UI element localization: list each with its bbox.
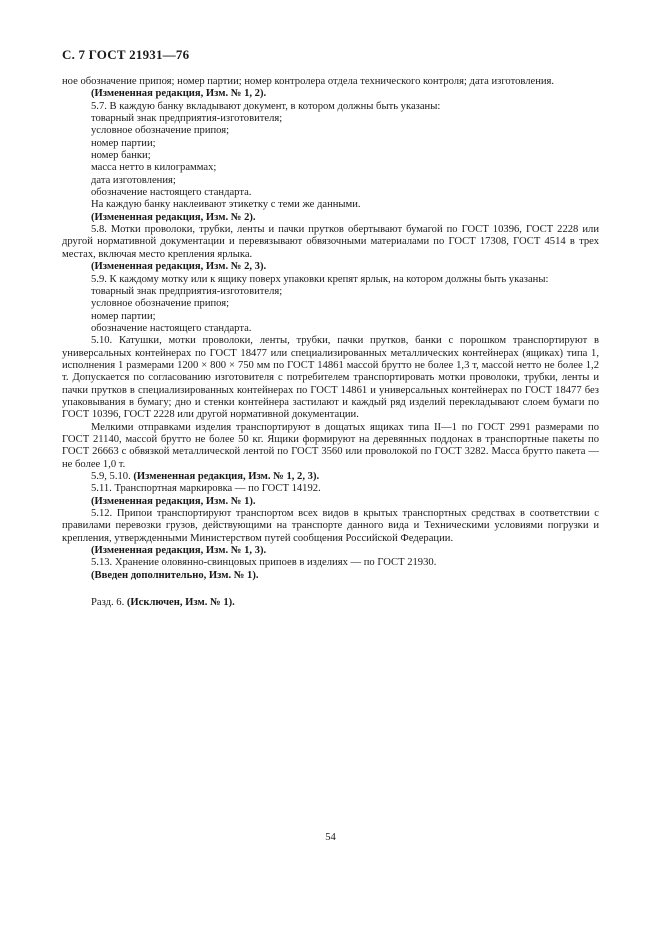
section-6-note [62,597,599,609]
document-body [62,76,599,609]
section-spacer [62,582,599,597]
clause-5-9: 5.9. К каждому мотку или к ящику поверх упаковки крепят ярлык, на котором должны быть указаны: [91,273,549,285]
amendment-note: (Измененная редакция, Изм. № 1). [91,495,256,507]
amendment-note: (Измененная редакция, Изм. № 2, 3). [91,261,267,273]
amendment-note: (Измененная редакция, Изм. № 1, 2, 3). [133,471,320,482]
amendment-note: (Введен дополнительно, Изм. № 1). [91,569,259,581]
list-item: дата изготовления; [91,174,176,186]
clause-5-11: 5.11. Транспортная маркировка — по ГОСТ 14192. [91,483,321,495]
paragraph-continuation: ное обозначение припоя; номер партии; номер контролера отдела технического контроля; дата изготовления. [62,76,555,87]
page-number: 54 [325,832,336,843]
clause-5-10: 5.10. Катушки, мотки проволоки, ленты, трубки, пачки прутков, банки с порошком транспортируют в универсальных контейнерах по ГОСТ 18477 или специализированных металлических контейнерах (ящиках) типа 1, исполнения 1 размерами 1200 × 800 × 750 мм по ГОСТ 14861 массой брутто не более 1,3 т, массой нетто не более 1,2 т. Допускается по согласованию изготовителя с потребителем транспортировать мотки проволоки, трубки, ленты и пачки прутков в специализированных контейнерах по ГОСТ 14861 и универсальных контейнерах по ГОСТ 18477 без упаковывания в бумагу; дно и стенки контейнера застилают и каждый ряд изделий перекладывают слоем бумаги по ГОСТ 10396, ГОСТ 2228 или другой нормативной документации. [62,335,599,421]
list-item: номер партии; [91,137,156,149]
clause-5-7: 5.7. В каждую банку вкладывают документ, в котором должны быть указаны: [91,100,441,112]
clause-5-13: 5.13. Хранение оловянно-свинцовых припоев в изделиях — по ГОСТ 21930. [91,557,437,569]
amendment-note: (Исключен, Изм. № 1). [126,597,235,609]
list-item: номер банки; [91,150,151,162]
clause-ref: 5.9, 5.10. [91,471,134,482]
clause-5-12: 5.12. Припои транспортируют транспортом всех видов в крытых транспортных средствах в соответствии с правилами перевозки грузов, действующими на транспорте данного вида и Техническими условиями погрузки и крепления, утвержденными Министерством путей сообщения Российской Федерации. [62,508,599,544]
amendment-note: (Измененная редакция, Изм. № 1, 2). [91,88,267,100]
list-item: номер партии; [91,310,156,322]
page-header: С. 7 ГОСТ 21931—76 [62,47,190,62]
amendment-note: (Измененная редакция, Изм. № 1, 3). [91,545,267,557]
clause-5-8: 5.8. Мотки проволоки, трубки, ленты и пачки прутков обертывают бумагой по ГОСТ 10396, ГОСТ 2228 или другой нормативной документации и перевязывают обвязочными материалами по ГОСТ 17308, ГОСТ 4514 в трех местах, включая место крепления ярлыка. [62,224,599,260]
list-item: условное обозначение припоя; [91,298,230,310]
paragraph: Мелкими отправками изделия транспортируют в дощатых ящиках типа II—1 по ГОСТ 2991 размерами по ГОСТ 21140, массой брутто не более 50 кг. Ящики формируют на деревянных поддонах в транспортные пакеты по ГОСТ 26663 с обвязкой металлической лентой по ГОСТ 3560 или проволокой по ГОСТ 3282. Масса брутто пакета — не более 1,0 т. [62,421,599,470]
amendment-note: (Измененная редакция, Изм. № 2). [91,211,256,223]
list-item: обозначение настоящего стандарта. [91,322,252,334]
section-ref: Разд. 6. [91,597,127,609]
paragraph: На каждую банку наклеивают этикетку с теми же данными. [91,199,361,211]
list-item: товарный знак предприятия-изготовителя; [91,113,283,125]
amendment-line [62,471,599,483]
list-item: масса нетто в килограммах; [91,162,217,174]
list-item: товарный знак предприятия-изготовителя; [91,285,283,297]
list-item: условное обозначение припоя; [91,125,230,137]
list-item: обозначение настоящего стандарта. [91,187,252,199]
